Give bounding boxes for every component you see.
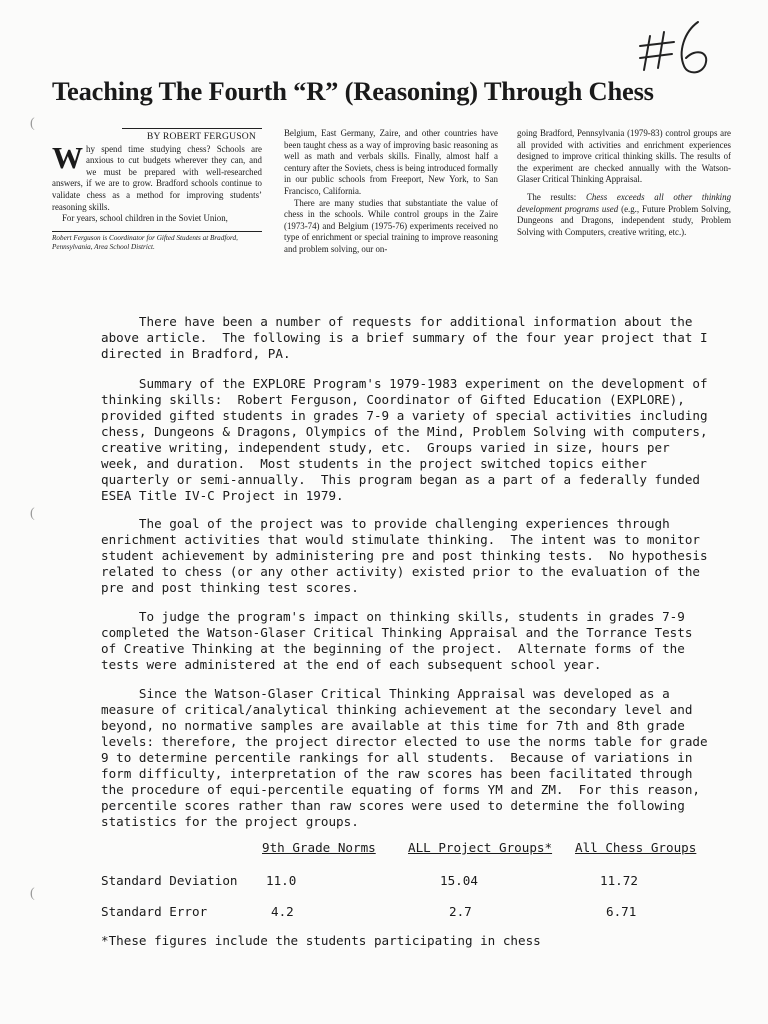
table-header-all-chess-groups: All Chess Groups bbox=[575, 840, 697, 855]
footnote-rule bbox=[52, 231, 262, 232]
byline: BY ROBERT FERGUSON bbox=[146, 131, 256, 142]
table-cell: 6.71 bbox=[606, 904, 637, 919]
scan-mark: ( bbox=[30, 886, 35, 901]
intro-text: hy spend time studying chess? Schools are anxious to cut budgets wherever they can, and we must be prepared with well-researched answers, if we are to grow. Bradford schools continue to validate chess as a method for improving students’ reasoning skills. bbox=[52, 143, 262, 212]
article-column-1 bbox=[52, 128, 262, 251]
summary-paragraph-intro: There have been a number of requests for additional information about the above article. The following is a brief summary of the four year project that I directed in Bradford, PA. bbox=[101, 314, 708, 361]
summary-paragraph-program: Summary of the EXPLORE Program's 1979-1983 experiment on the development of thinking skills: Robert Ferguson, Coordinator of Gifted Education (EXPLORE), provided gifted students in grades 7-9 a variety of special activities including chess, Dungeons & Dragons, Olympics of the Mind, Problem Solving with computers, creative writing, independent study, etc. Groups varied in size, hours per week, and duration. Most students in the project switched topics either quarterly or semi-annually. This program began as a part of a federally funded ESEA Title IV-C Project in 1979. bbox=[101, 376, 708, 503]
table-cell: 15.04 bbox=[440, 873, 478, 888]
summary-paragraph-goal: The goal of the project was to provide challenging experiences through enrichment activities that would stimulate thinking. The intent was to monitor student achievement by administering pre and post thinking tests. No hypothesis related to chess (or any other activity) existed prior to the evaluation of the pre and post thinking test scores. bbox=[101, 516, 708, 595]
article-column-3 bbox=[517, 128, 731, 238]
article-column-2 bbox=[284, 128, 498, 256]
article-paragraph: There are many studies that substantiate the value of chess in the schools. While control groups in the Zaire (1973-74) and Belgium (1975-76) experiments received no type of enrichment or special training to improve reasoning and problem solving, our on- bbox=[284, 197, 498, 254]
results-emphasis: Chess exceeds all other thinking development programs used bbox=[517, 191, 732, 214]
table-cell: 2.7 bbox=[449, 904, 472, 919]
summary-paragraph-method: To judge the program's impact on thinking skills, students in grades 7-9 completed the Watson-Glaser Critical Thinking Appraisal and the Torrance Tests of Creative Thinking at the beginning of the project. Alternate forms of the tests were administered at the end of each subsequent school year. bbox=[101, 609, 693, 672]
table-header-all-project-groups: ALL Project Groups* bbox=[408, 840, 553, 855]
article-paragraph: Belgium, East Germany, Zaire, and other countries have been taught chess as a way of improving basic reasoning as well as math and verbals skills. Finally, almost half a century after the Soviets, chess is being introduced formally in our public schools from Freeport, New York, to San Francisco, California. bbox=[284, 128, 498, 196]
table-cell: 4.2 bbox=[271, 904, 294, 919]
article-paragraph: going Bradford, Pennsylvania (1979-83) control groups are all provided with activities and enrichment experiences designed to improve critical thinking skills. The results of the experiment are checked annually with the Watson-Glaser Critical Thinking Appraisal. bbox=[517, 128, 731, 185]
table-cell: 11.72 bbox=[600, 873, 638, 888]
summary-paragraph-statistics: Since the Watson-Glaser Critical Thinking Appraisal was developed as a measure of critical/analytical thinking achievement at the secondary level and beyond, no normative samples are available at this time for 7th and 8th grade levels: therefore, the project director elected to use the norms table for grade 9 to determine percentile rankings for all students. Because of variations in form difficulty, interpretation of the raw scores has been facilitated through the procedure of equi-percentile equating of forms YM and ZM. For this reason, percentile scores rather than raw scores were used to determine the following statistics for the project groups. bbox=[101, 686, 708, 829]
results-lead: The results: bbox=[527, 191, 586, 202]
scan-mark: ( bbox=[30, 506, 35, 521]
table-footnote: *These figures include the students participating in chess bbox=[101, 933, 541, 948]
article-paragraph: For years, school children in the Soviet Union, bbox=[62, 213, 228, 224]
results-paragraph bbox=[517, 192, 731, 238]
table-row-label: Standard Deviation bbox=[101, 873, 238, 888]
table-row-label: Standard Error bbox=[101, 904, 208, 919]
table-header-9th-grade-norms: 9th Grade Norms bbox=[262, 840, 376, 855]
results-detail: (e.g., Future Problem Solving, Dungeons and Dragons, independent study, Problem Solving with Computers, creative writing, etc.). bbox=[517, 203, 731, 237]
scan-mark: ( bbox=[30, 116, 35, 131]
byline-rule bbox=[122, 128, 262, 129]
article-intro-paragraph bbox=[52, 139, 262, 214]
table-cell: 11.0 bbox=[266, 873, 297, 888]
author-footnote: Robert Ferguson is Coordinator for Gifted Students at Bradford, Pennsylvania, Area School District. bbox=[52, 233, 238, 251]
article-title: Teaching The Fourth “R” (Reasoning) Through Chess bbox=[52, 76, 654, 106]
handwritten-number-note bbox=[638, 18, 718, 78]
drop-cap: W bbox=[52, 139, 83, 175]
